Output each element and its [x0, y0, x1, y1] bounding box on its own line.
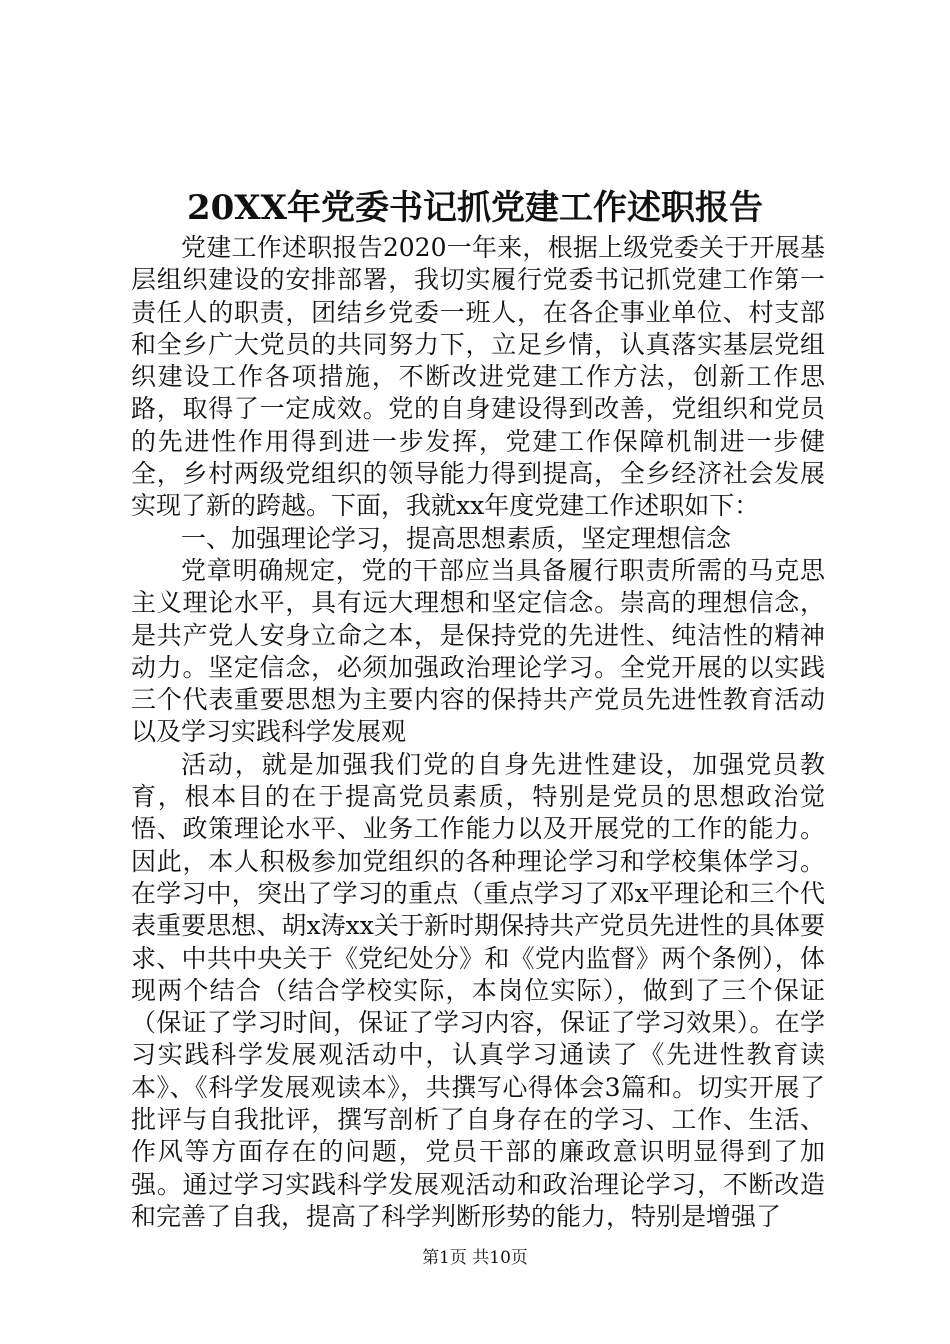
- paragraph-intro: 党建工作述职报告2020一年来，根据上级党委关于开展基层组织建设的安排部署，我切实履行党委书记抓党建工作第一责任人的职责，团结乡党委一班人，在各企事业单位、村支部和全乡广大党员的共同努力下，立足乡情，认真落实基层党组织建设工作各项措施，不断改进党建工作方法，创新工作思路，取得了一定成效。党的自身建设得到改善，党组织和党员的先进性作用得到进一步发挥，党建工作保障机制进一步健全，乡村两级党组织的领导能力得到提高，全乡经济社会发展实现了新的跨越。下面，我就xx年度党建工作述职如下：: [131, 233, 825, 521]
- section-heading-1: 一、加强理论学习，提高思想素质，坚定理想信念: [181, 523, 732, 553]
- page-number-footer: 第1页 共10页: [422, 1248, 528, 1268]
- document-title: 20XX年党委书记抓党建工作述职报告: [186, 188, 764, 228]
- paragraph-party-charter: 党章明确规定，党的干部应当具备履行职责所需的马克思主义理论水平，具有远大理想和坚定信念。崇高的理想信念，是共产党人安身立命之本，是保持党的先进性、纯洁性的精神动力。坚定信念，必须加强政治理论学习。全党开展的以实践三个代表重要思想为主要内容的保持共产党员先进性教育活动以及学习实践科学发展观: [131, 555, 825, 747]
- paragraph-activities: 活动，就是加强我们党的自身先进性建设，加强党员教育，根本目的在于提高党员素质，特别是党员的思想政治觉悟、政策理论水平、业务工作能力以及开展党的工作的能力。因此，本人积极参加党组织的各种理论学习和学校集体学习。在学习中，突出了学习的重点（重点学习了邓x平理论和三个代表重要思想、胡x涛xx关于新时期保持共产党员先进性的具体要求、中共中央关于《党纪处分》和《党内监督》两个条例），体现两个结合（结合学校实际，本岗位实际），做到了三个保证（保证了学习时间，保证了学习内容，保证了学习效果）。在学习实践科学发展观活动中，认真学习通读了《先进性教育读本》、《科学发展观读本》，共撰写心得体会3篇和。切实开展了批评与自我批评，撰写剖析了自身存在的学习、工作、生活、作风等方面存在的问题，党员干部的廉政意识明显得到了加强。通过学习实践科学发展观活动和政治理论学习，不断改造和完善了自我，提高了科学判断形势的能力，特别是增强了: [131, 749, 825, 1231]
- document-body: [131, 232, 825, 1233]
